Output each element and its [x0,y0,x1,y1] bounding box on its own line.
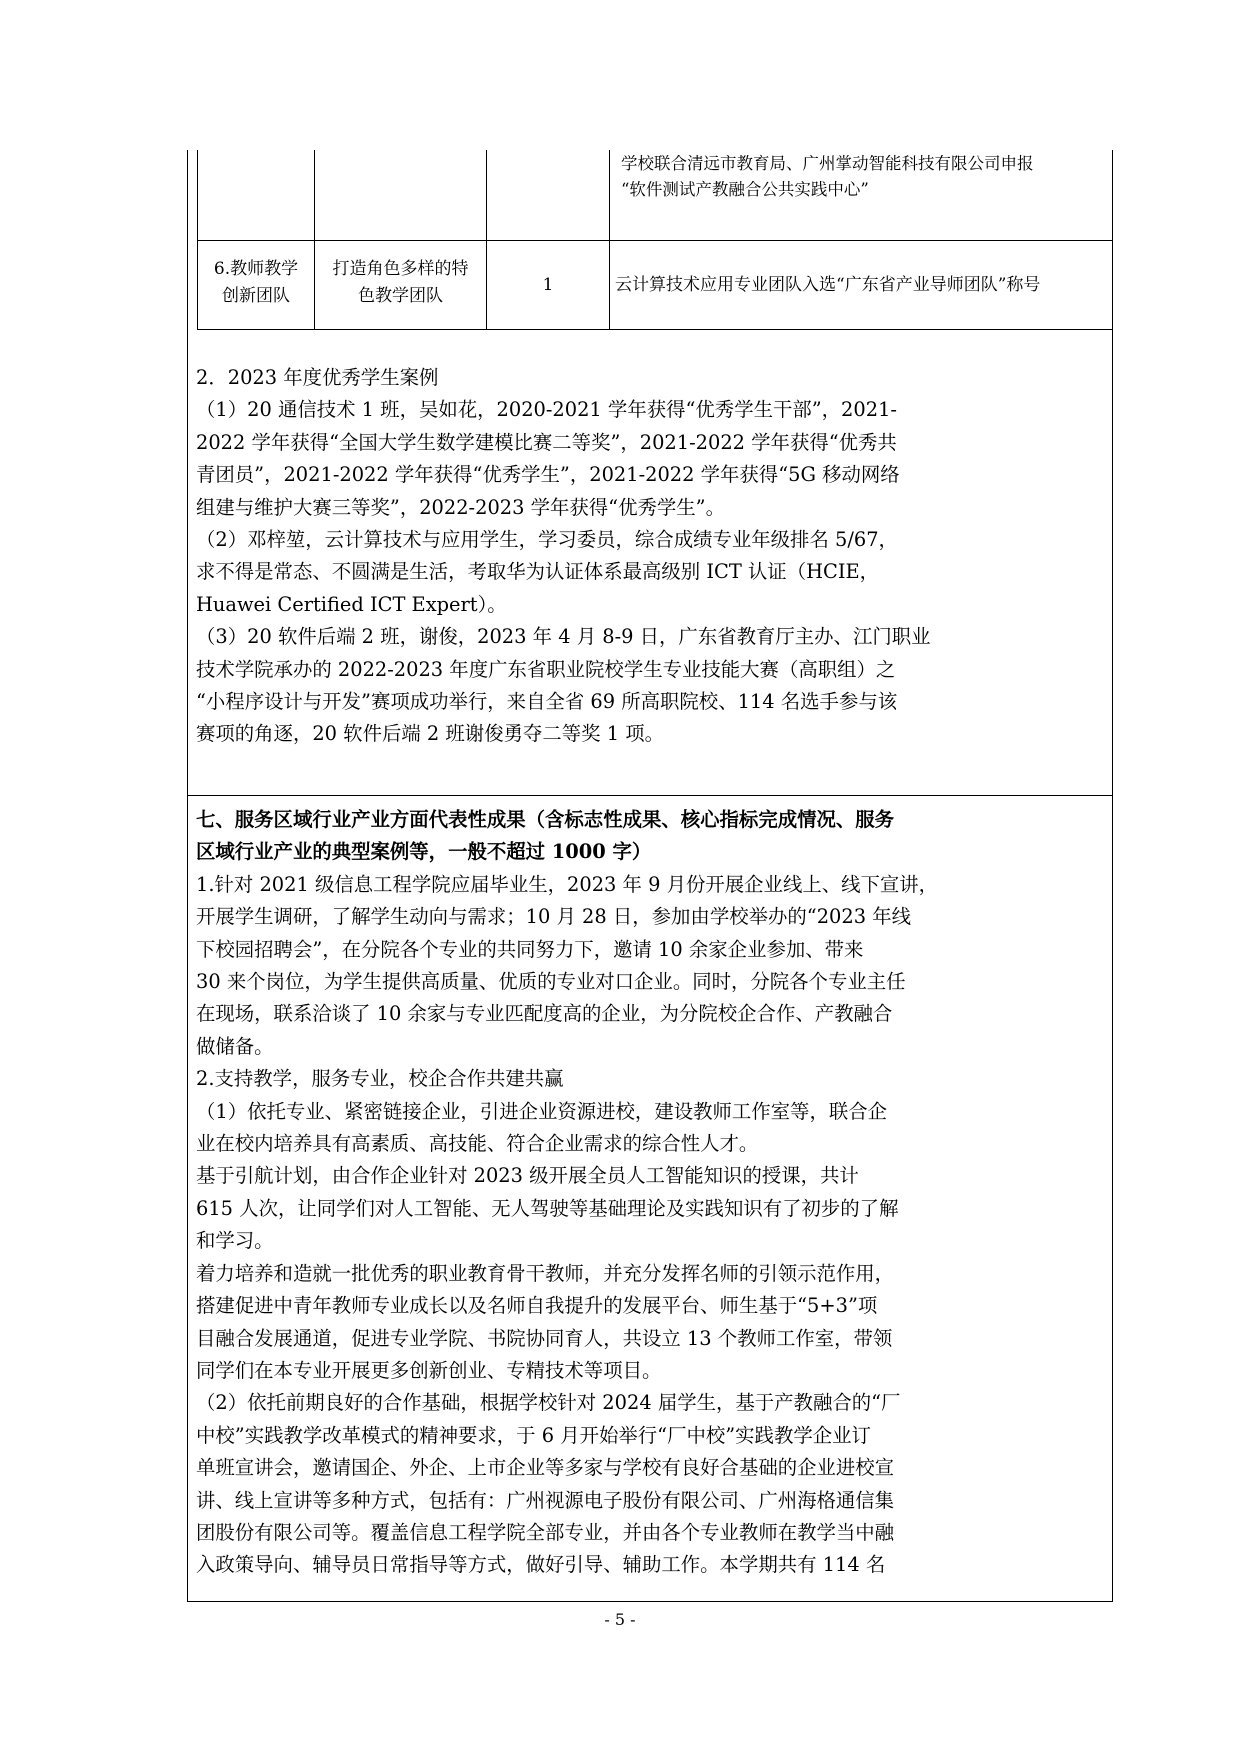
paragraph-line: 615 人次，让同学们对人工智能、无人驾驶等基础理论及实践知识有了初步的了解 [196,1196,899,1220]
section-divider [187,795,1113,796]
paragraph-line: 青团员”，2021-2022 学年获得“优秀学生”，2021-2022 学年获得“5G 移动网络 [196,463,900,487]
paragraph-line: 团股份有限公司等。覆盖信息工程学院全部专业，并由各个专业教师在教学当中融 [196,1520,895,1544]
table-column-divider [609,150,610,330]
paragraph-line: 2.支持教学，服务专业，校企合作共建共赢 [196,1067,564,1091]
paragraph-line: 求不得是常态、不圆满是生活，考取华为认证体系最高级别 ICT 认证（HCIE， [196,560,880,584]
paragraph-line: 入政策导向、辅导员日常指导等方式，做好引导、辅助工作。本学期共有 114 名 [196,1553,886,1577]
paragraph-line: Huawei Certified ICT Expert）。 [196,592,507,616]
table-cell-description-top: 学校联合清远市教育局、广州掌动智能科技有限公司申报 “软件测试产教融合公共实践中心” [621,154,1034,199]
paragraph-line: 中校”实践教学改革模式的精神要求，于 6 月开始举行“厂中校”实践教学企业订 [196,1423,871,1447]
paragraph-line: （3）20 软件后端 2 班，谢俊，2023 年 4 月 8-9 日，广东省教育厅主办、江门职业 [196,625,931,649]
table-cell-description: 云计算技术应用专业团队入选“广东省产业导师团队”称号 [615,275,1041,295]
paragraph-line: 讲、线上宣讲等多种方式，包括有：广州视源电子股份有限公司、广州海格通信集 [196,1488,895,1512]
table-cell-category: 6.教师教学 创新团队 [213,259,299,306]
table-cell-project: 打造角色多样的特 色教学团队 [332,259,469,306]
paragraph-line: （1）20 通信技术 1 班，吴如花，2020-2021 学年获得“优秀学生干部”，2021- [196,398,897,422]
paragraph-line: 30 来个岗位，为学生提供高质量、优质的专业对口企业。同时，分院各个专业主任 [196,970,906,994]
paragraph-line: 基于引航计划，由合作企业针对 2023 级开展全员人工智能知识的授课，共计 [196,1164,859,1188]
paragraph-line: 组建与维护大赛三等奖”，2022-2023 学年获得“优秀学生”。 [196,495,725,519]
section-7 [196,804,1096,1582]
table-column-divider [486,150,487,330]
paragraph-line: （2）邓梓堃，云计算技术与应用学生，学习委员，综合成绩专业年级排名 5/67， [196,528,898,552]
section-subheading: 2．2023 年度优秀学生案例 [196,366,439,389]
paragraph-line: 下校园招聘会”，在分院各个专业的共同努力下，邀请 10 余家企业参加、带来 [196,937,864,961]
student-cases-section [196,362,1096,751]
section-heading: 区域行业产业的典型案例等，一般不超过 1000 字） [196,840,652,864]
paragraph-line: 开展学生调研，了解学生动向与需求；10 月 28 日，参加由学校举办的“2023 年线 [196,905,911,929]
paragraph-line: （1）依托专业、紧密链接企业，引进企业资源进校，建设教师工作室等，联合企 [196,1099,888,1123]
paragraph-line: 和学习。 [196,1229,274,1253]
paragraph-line: 搭建促进中青年教师专业成长以及名师自我提升的发展平台、师生基于“5+3”项 [196,1294,878,1318]
paragraph-line: 着力培养和造就一批优秀的职业教育骨干教师，并充分发挥名师的引领示范作用， [196,1261,895,1285]
paragraph-line: 单班宣讲会，邀请国企、外企、上市企业等多家与学校有良好合基础的企业进校宣 [196,1456,895,1480]
paragraph-line: “小程序设计与开发”赛项成功举行，来自全省 69 所高职院校、114 名选手参与该 [196,690,898,714]
table-column-divider [314,150,315,330]
paragraph-line: 业在校内培养具有高素质、高技能、符合企业需求的综合性人才。 [196,1132,759,1156]
paragraph-line: 技术学院承办的 2022-2023 年度广东省职业院校学生专业技能大赛（高职组）之 [196,657,896,681]
section-heading: 七、服务区域行业产业方面代表性成果（含标志性成果、核心指标完成情况、服务 [196,808,895,831]
paragraph-line: 1.针对 2021 级信息工程学院应届毕业生，2023 年 9 月份开展企业线上、线下宣讲， [196,872,939,896]
paragraph-line: 在现场，联系洽谈了 10 余家与专业匹配度高的企业，为分院校企合作、产教融合 [196,1002,893,1026]
page-number: - 5 - [604,1610,636,1629]
paragraph-line: 2022 学年获得“全国大学生数学建模比赛二等奖”，2021-2022 学年获得“优秀共 [196,430,897,454]
paragraph-line: （2）依托前期良好的合作基础，根据学校针对 2024 届学生，基于产教融合的“厂 [196,1391,901,1415]
paragraph-line: 目融合发展通道，促进专业学院、书院协同育人，共设立 13 个教师工作室，带领 [196,1326,893,1350]
paragraph-line: 同学们在本专业开展更多创新创业、专精技术等项目。 [196,1358,662,1382]
paragraph-line: 做储备。 [196,1034,274,1058]
paragraph-line: 赛项的角逐，20 软件后端 2 班谢俊勇夺二等奖 1 项。 [196,722,664,746]
table-cell-number: 1 [542,275,554,295]
